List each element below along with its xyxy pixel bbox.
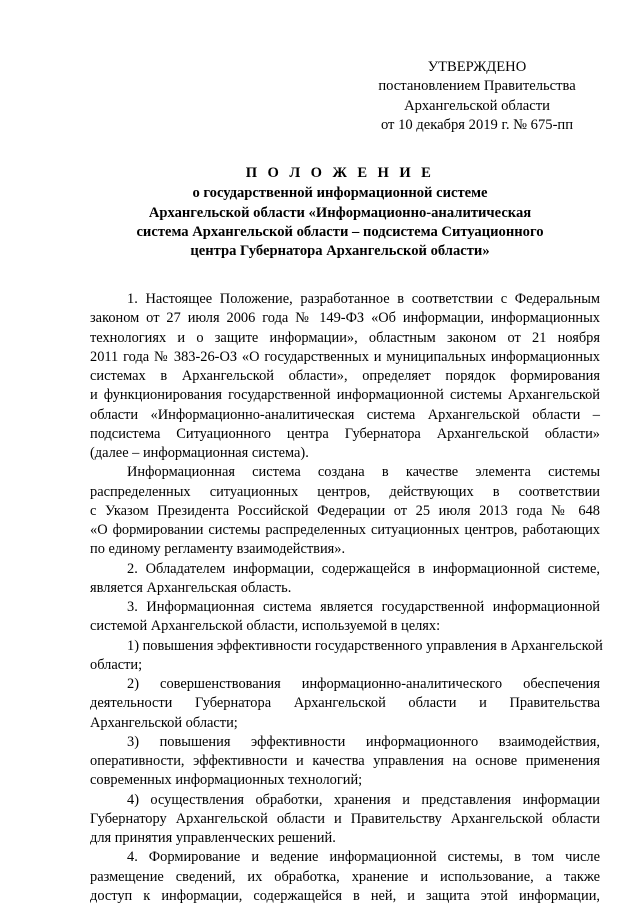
- body-line: оперативности, эффективности и качества управления на основе применения: [90, 753, 600, 769]
- title-line-2: Архангельской области «Информационно-аналитическая: [148, 204, 532, 221]
- body-line: системой Архангельской области, используемой в целях:: [90, 618, 441, 635]
- body-line: Архангельской области;: [90, 714, 238, 731]
- body-line: 4) осуществления обработки, хранения и представления информации: [127, 791, 600, 808]
- body-line: «О формировании системы распределенных ситуационных центров, работающих: [90, 522, 600, 538]
- body-line: области;: [90, 656, 143, 673]
- title-heading: П О Л О Ж Е Н И Е: [245, 165, 435, 181]
- body-line: современных информационных технологий;: [90, 772, 363, 789]
- body-line: является Архангельская область.: [90, 579, 292, 596]
- body-line: 1. Настоящее Положение, разработанное в соответствии с Федеральным: [127, 291, 600, 307]
- document-body: [90, 290, 603, 906]
- body-line: области «Информационно-аналитическая система Архангельской области –: [90, 406, 600, 423]
- approval-stamp: [352, 58, 602, 135]
- body-line: 3) повышения эффективности информационного взаимодействия,: [127, 733, 600, 750]
- body-line: технологиях и о защите информации», областным законом от 21 ноября: [90, 329, 600, 346]
- body-line: с Указом Президента Российской Федерации от 25 июля 2013 года № 648: [90, 502, 600, 519]
- document-title: [90, 164, 590, 261]
- body-line: по единому регламенту взаимодействия».: [90, 541, 346, 558]
- body-line: Губернатору Архангельской области и Правительству Архангельской области: [90, 810, 600, 827]
- body-line: 2011 года № 383-26-ОЗ «О государственных и муниципальных информационных: [90, 348, 600, 365]
- body-line: 3. Информационная система является государственной информационной: [127, 599, 600, 615]
- body-line: размещение сведений, их обработка, хранение и использование, а также: [90, 868, 600, 885]
- title-line-1: о государственной информационной системе: [192, 185, 488, 202]
- body-line: 4. Формирование и ведение информационной системы, в том числе: [127, 849, 600, 866]
- body-line: 2. Обладателем информации, содержащейся в информационной системе,: [127, 560, 600, 577]
- body-line: Информационная система создана в качестве элемента системы: [127, 464, 600, 481]
- approval-line-4: от 10 декабря 2019 г. № 675-пп: [380, 116, 574, 133]
- title-line-3: система Архангельской области – подсистема Ситуационного: [136, 223, 544, 240]
- body-line: доступ к информации, содержащейся в ней, и защита этой информации,: [90, 887, 600, 904]
- title-line-4: центра Губернатора Архангельской области»: [190, 243, 490, 260]
- body-line: 2) совершенствования информационно-аналитического обеспечения: [127, 676, 600, 692]
- approval-line-2: постановлением Правительства: [378, 78, 576, 95]
- approval-line-3: Архангельской области: [404, 97, 550, 114]
- body-line: деятельности Губернатора Архангельской области и Правительства: [90, 695, 600, 712]
- body-line: системах в Архангельской области», определяет порядок формирования: [90, 368, 600, 384]
- body-line: законом от 27 июля 2006 года № 149-ФЗ «Об информации, информационных: [90, 310, 600, 327]
- body-line: для принятия управленческих решений.: [90, 830, 336, 846]
- body-line: (далее – информационная система).: [90, 445, 309, 461]
- body-line: 1) повышения эффективности государственного управления в Архангельской: [127, 637, 603, 654]
- body-line: подсистема Ситуационного центра Губернатора Архангельской области»: [90, 425, 600, 442]
- approval-line-1: УТВЕРЖДЕНО: [427, 59, 527, 75]
- body-line: и функционирования государственной информационной системы Архангельской: [90, 387, 600, 404]
- body-line: распределенных ситуационных центров, действующих в соответствии: [90, 483, 600, 500]
